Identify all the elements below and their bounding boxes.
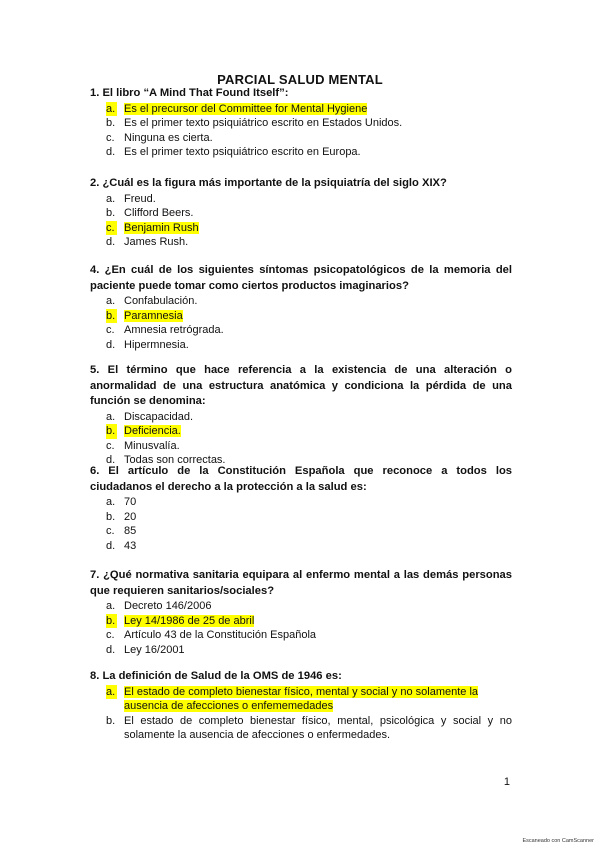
option-c: c. Minusvalía. xyxy=(106,439,180,452)
option-b: b. 20 xyxy=(106,510,137,523)
option-c: c. Amnesia retrógrada. xyxy=(106,324,224,337)
page-number: 1 xyxy=(503,776,510,788)
options-list xyxy=(90,685,512,743)
option-b: b. Es el primer texto psiquiátrico escrito en Estados Unidos. xyxy=(106,117,403,130)
option-a: a. Freud. xyxy=(106,192,156,205)
options-list xyxy=(90,410,512,468)
option-b: b. Paramnesia xyxy=(106,309,183,322)
question-6 xyxy=(90,464,512,553)
options-list xyxy=(90,192,512,250)
options-list xyxy=(90,495,512,553)
option-c: c. Benjamin Rush xyxy=(106,221,199,234)
option-d: d. Todas son correctas. xyxy=(106,454,226,467)
question-5 xyxy=(90,363,512,468)
options-list xyxy=(90,102,512,160)
option-b: b. Deficiencia. xyxy=(106,425,181,438)
option-d: d. 43 xyxy=(106,539,137,552)
option-a: a. Decreto 146/2006 xyxy=(106,600,212,612)
options-list xyxy=(90,294,512,352)
option-b: b. El estado de completo bienestar físico, mental, psicológica y social y no solamente la ausencia de afecciones o enfermedades. xyxy=(106,714,512,742)
option-d: d. James Rush. xyxy=(106,236,189,249)
question-4 xyxy=(90,263,512,352)
question-text: 1. El libro “A Mind That Found Itself”: xyxy=(90,87,289,99)
option-a: a. 70 xyxy=(106,496,137,508)
option-c: c. 85 xyxy=(106,525,137,538)
option-b: b. Clifford Beers. xyxy=(106,207,194,220)
question-text: 2. ¿Cuál es la figura más importante de la psiquiatría del siglo XIX? xyxy=(90,177,447,189)
option-c: c. Artículo 43 de la Constitución Española xyxy=(106,629,317,642)
option-d: d. Hipermnesia. xyxy=(106,338,189,351)
question-text: 7. ¿Qué normativa sanitaria equipara al enfermo mental a las demás personas que requieren sanitarios/sociales? xyxy=(90,569,512,597)
question-2 xyxy=(90,176,512,250)
option-d: d. Es el primer texto psiquiátrico escrito en Europa. xyxy=(106,146,361,159)
question-text: 6. El artículo de la Constitución Española que reconoce a todos los ciudadanos el derecho a la protección a la salud es: xyxy=(90,465,512,493)
option-d: d. Ley 16/2001 xyxy=(106,643,185,656)
question-7 xyxy=(90,568,512,657)
option-a: a. Es el precursor del Committee for Mental Hygiene xyxy=(106,102,368,115)
question-8 xyxy=(90,669,512,743)
page-title: PARCIAL SALUD MENTAL xyxy=(217,72,383,87)
question-text: 5. El término que hace referencia a la existencia de una alteración o anormalidad de una estructura anatómica y condiciona la pérdida de una función se denomina: xyxy=(90,364,512,407)
option-a: a. Confabulación. xyxy=(106,295,198,307)
option-b: b. Ley 14/1986 de 25 de abril xyxy=(106,614,255,627)
scanner-watermark: Escaneado con CamScanner xyxy=(522,838,594,844)
option-c: c. Ninguna es cierta. xyxy=(106,131,213,144)
question-text: 4. ¿En cuál de los siguientes síntomas psicopatológicos de la memoria del paciente puede tomar como ciertos productos imaginarios? xyxy=(90,264,512,292)
question-text: 8. La definición de Salud de la OMS de 1946 es: xyxy=(90,670,342,682)
option-a: a. Discapacidad. xyxy=(106,410,194,423)
question-1 xyxy=(90,86,512,160)
options-list xyxy=(90,599,512,657)
option-a: a. El estado de completo bienestar físico, mental y social y no solamente la ausencia de afecciones o enfememedades xyxy=(106,685,479,713)
